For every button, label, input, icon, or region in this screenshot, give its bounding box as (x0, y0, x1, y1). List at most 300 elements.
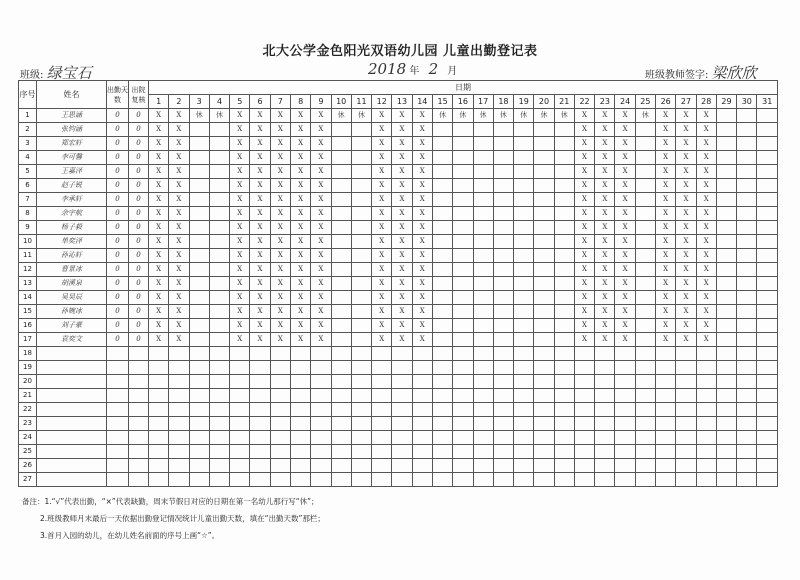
day-mark: X (290, 319, 310, 333)
day-mark (331, 305, 351, 319)
day-mark (757, 123, 778, 137)
day-mark (757, 235, 778, 249)
day-mark (676, 431, 696, 445)
day-mark: X (615, 319, 635, 333)
day-mark (209, 291, 229, 305)
day-mark (149, 389, 169, 403)
day-mark (189, 473, 209, 487)
row-seq: 10 (19, 235, 37, 249)
day-mark (331, 445, 351, 459)
day-mark (270, 361, 290, 375)
child-name (37, 473, 107, 487)
return-check: 0 (129, 333, 149, 347)
table-row (19, 235, 778, 249)
table-row (19, 221, 778, 235)
day-mark: X (311, 137, 331, 151)
day-mark: X (615, 193, 635, 207)
return-check: 0 (129, 319, 149, 333)
day-mark: X (250, 137, 270, 151)
return-check: 0 (129, 277, 149, 291)
day-mark: X (696, 109, 716, 123)
day-header: 9 (311, 95, 331, 109)
day-mark (574, 347, 594, 361)
child-name (37, 403, 107, 417)
table-row (19, 333, 778, 347)
day-mark (209, 319, 229, 333)
day-mark (534, 263, 554, 277)
day-mark (351, 291, 371, 305)
day-mark (149, 403, 169, 417)
day-header: 29 (716, 95, 736, 109)
day-mark (453, 431, 473, 445)
day-mark (331, 347, 351, 361)
day-mark (351, 221, 371, 235)
day-mark (493, 249, 513, 263)
day-mark (149, 431, 169, 445)
day-mark (757, 277, 778, 291)
attend-days (107, 347, 129, 361)
day-mark (615, 389, 635, 403)
day-mark: X (615, 333, 635, 347)
day-mark (493, 417, 513, 431)
day-mark: X (656, 165, 676, 179)
day-mark (270, 459, 290, 473)
day-mark (189, 361, 209, 375)
day-mark (757, 403, 778, 417)
day-mark (757, 263, 778, 277)
day-mark (209, 305, 229, 319)
day-mark (514, 375, 534, 389)
day-mark (351, 347, 371, 361)
day-mark (149, 375, 169, 389)
day-mark (595, 375, 615, 389)
day-mark: X (595, 277, 615, 291)
day-mark (453, 207, 473, 221)
day-mark (432, 319, 452, 333)
day-mark: X (656, 109, 676, 123)
day-mark (534, 207, 554, 221)
child-name: 胡溪泉 (37, 277, 107, 291)
day-mark (514, 235, 534, 249)
day-mark (331, 123, 351, 137)
day-mark (331, 473, 351, 487)
day-mark (432, 333, 452, 347)
day-mark (250, 459, 270, 473)
day-mark: X (676, 235, 696, 249)
day-mark (514, 305, 534, 319)
day-mark (189, 123, 209, 137)
day-mark (595, 431, 615, 445)
day-mark (331, 165, 351, 179)
day-mark (453, 361, 473, 375)
day-mark: X (230, 249, 250, 263)
day-mark (716, 165, 736, 179)
day-mark (453, 459, 473, 473)
day-header: 19 (514, 95, 534, 109)
day-mark (351, 459, 371, 473)
table-row (19, 137, 778, 151)
day-mark (230, 417, 250, 431)
day-mark (676, 403, 696, 417)
day-mark (737, 207, 757, 221)
day-mark: X (169, 109, 189, 123)
day-mark (209, 431, 229, 445)
day-mark (331, 137, 351, 151)
day-mark: X (290, 137, 310, 151)
day-mark (595, 417, 615, 431)
table-row (19, 277, 778, 291)
row-seq: 24 (19, 431, 37, 445)
return-check: 0 (129, 109, 149, 123)
day-mark (473, 333, 493, 347)
day-mark (351, 403, 371, 417)
day-mark (331, 291, 351, 305)
day-mark (676, 389, 696, 403)
day-mark: X (250, 123, 270, 137)
day-mark (757, 109, 778, 123)
day-mark (412, 417, 432, 431)
day-mark (514, 151, 534, 165)
page-title: 北大公学金色阳光双语幼儿园 儿童出勤登记表 (262, 44, 538, 59)
day-mark: X (412, 291, 432, 305)
day-mark (209, 375, 229, 389)
day-mark: X (656, 249, 676, 263)
day-mark (493, 179, 513, 193)
day-mark: X (676, 249, 696, 263)
day-mark: X (595, 151, 615, 165)
day-mark (473, 221, 493, 235)
return-check (129, 445, 149, 459)
day-mark (453, 333, 473, 347)
day-mark: X (412, 263, 432, 277)
day-mark (351, 431, 371, 445)
day-mark (635, 389, 655, 403)
day-mark (169, 431, 189, 445)
return-check (129, 375, 149, 389)
day-mark (737, 375, 757, 389)
day-mark: X (250, 221, 270, 235)
day-mark (493, 347, 513, 361)
day-mark (331, 389, 351, 403)
row-seq: 21 (19, 389, 37, 403)
table-row (19, 389, 778, 403)
day-mark: X (230, 179, 250, 193)
table-row (19, 403, 778, 417)
day-mark (635, 137, 655, 151)
day-mark (574, 473, 594, 487)
day-mark: X (290, 305, 310, 319)
day-mark: X (149, 207, 169, 221)
day-mark (493, 473, 513, 487)
day-mark (473, 165, 493, 179)
day-mark: X (392, 319, 412, 333)
day-mark (432, 207, 452, 221)
day-header: 4 (209, 95, 229, 109)
day-mark (169, 403, 189, 417)
row-seq: 19 (19, 361, 37, 375)
row-seq: 2 (19, 123, 37, 137)
day-mark (635, 165, 655, 179)
day-mark (716, 473, 736, 487)
day-mark (615, 347, 635, 361)
day-mark (574, 361, 594, 375)
day-mark (757, 431, 778, 445)
day-mark (696, 431, 716, 445)
day-mark (514, 417, 534, 431)
day-mark (493, 319, 513, 333)
day-mark (757, 445, 778, 459)
day-mark: X (270, 333, 290, 347)
return-check (129, 403, 149, 417)
day-mark: X (412, 151, 432, 165)
day-mark (432, 403, 452, 417)
day-mark: X (290, 277, 310, 291)
day-mark (189, 277, 209, 291)
day-mark: X (290, 263, 310, 277)
day-mark: X (372, 291, 392, 305)
day-mark: X (392, 179, 412, 193)
day-mark (189, 165, 209, 179)
day-mark (331, 459, 351, 473)
day-mark (209, 445, 229, 459)
attend-days: 0 (107, 123, 129, 137)
day-mark: X (250, 151, 270, 165)
day-mark (149, 459, 169, 473)
row-seq: 27 (19, 473, 37, 487)
day-mark: X (149, 319, 169, 333)
day-mark (534, 389, 554, 403)
day-mark (534, 445, 554, 459)
day-mark (757, 305, 778, 319)
day-mark: X (250, 263, 270, 277)
day-mark (169, 389, 189, 403)
table-row (19, 193, 778, 207)
day-mark (656, 375, 676, 389)
day-mark: X (311, 221, 331, 235)
year-value: 2018 (368, 60, 407, 78)
day-header: 28 (696, 95, 716, 109)
day-header: 20 (534, 95, 554, 109)
day-mark: X (290, 291, 310, 305)
day-mark (737, 235, 757, 249)
day-mark: X (595, 109, 615, 123)
day-mark (189, 319, 209, 333)
day-mark (453, 389, 473, 403)
day-mark: X (676, 193, 696, 207)
day-mark (230, 361, 250, 375)
day-mark: X (696, 179, 716, 193)
day-mark (189, 137, 209, 151)
day-mark (493, 193, 513, 207)
day-mark (432, 123, 452, 137)
day-header: 3 (189, 95, 209, 109)
day-mark (250, 389, 270, 403)
day-mark: X (574, 263, 594, 277)
day-mark: X (615, 123, 635, 137)
attend-days: 0 (107, 249, 129, 263)
day-mark (453, 417, 473, 431)
day-mark (209, 207, 229, 221)
row-seq: 1 (19, 109, 37, 123)
child-name: 刘子豪 (37, 319, 107, 333)
day-mark (290, 347, 310, 361)
day-mark: X (270, 263, 290, 277)
day-mark (737, 263, 757, 277)
attend-days: 0 (107, 263, 129, 277)
day-mark (737, 291, 757, 305)
attend-days (107, 445, 129, 459)
day-mark: X (595, 193, 615, 207)
day-mark: 休 (432, 109, 452, 123)
return-check: 0 (129, 263, 149, 277)
table-row (19, 375, 778, 389)
day-mark (311, 473, 331, 487)
day-mark: X (270, 151, 290, 165)
day-mark: X (574, 235, 594, 249)
day-mark (676, 361, 696, 375)
day-mark (554, 221, 574, 235)
day-mark: X (412, 165, 432, 179)
table-row (19, 123, 778, 137)
day-mark (209, 389, 229, 403)
day-mark: 休 (331, 109, 351, 123)
day-mark (392, 473, 412, 487)
day-mark: X (656, 319, 676, 333)
child-name: 王思涵 (37, 109, 107, 123)
day-mark (331, 235, 351, 249)
day-mark (737, 333, 757, 347)
day-mark (412, 389, 432, 403)
table-row (19, 249, 778, 263)
day-mark (676, 347, 696, 361)
day-mark: X (574, 333, 594, 347)
day-mark: X (311, 305, 331, 319)
day-mark (189, 305, 209, 319)
day-mark (737, 151, 757, 165)
day-mark (514, 459, 534, 473)
day-mark (473, 235, 493, 249)
day-mark (534, 431, 554, 445)
day-mark (716, 417, 736, 431)
day-mark: X (412, 179, 432, 193)
attend-days: 0 (107, 333, 129, 347)
day-mark (514, 207, 534, 221)
day-mark (514, 389, 534, 403)
day-mark (331, 361, 351, 375)
day-mark: X (270, 193, 290, 207)
day-mark (473, 361, 493, 375)
day-mark (595, 403, 615, 417)
day-mark (493, 151, 513, 165)
day-mark (372, 375, 392, 389)
day-mark (696, 375, 716, 389)
row-seq: 3 (19, 137, 37, 151)
return-check: 0 (129, 221, 149, 235)
day-header: 5 (230, 95, 250, 109)
header-attend: 出勤天数 (107, 81, 129, 109)
child-name: 李可馨 (37, 151, 107, 165)
day-mark (453, 347, 473, 361)
day-mark: X (311, 179, 331, 193)
day-mark (737, 305, 757, 319)
note-1: 备注：1.“√”代表出勤，“×”代表缺勤，周末节假日对应的日期在第一名幼儿那行写“休”； (22, 497, 319, 506)
day-mark (676, 375, 696, 389)
day-mark (635, 277, 655, 291)
day-mark (635, 375, 655, 389)
class-label: 班级: (20, 70, 44, 81)
day-mark: X (149, 249, 169, 263)
day-mark: X (149, 235, 169, 249)
day-mark (473, 151, 493, 165)
day-mark (716, 207, 736, 221)
day-mark: X (250, 235, 270, 249)
child-name: 赵子锐 (37, 179, 107, 193)
day-mark: X (595, 221, 615, 235)
day-mark (534, 137, 554, 151)
day-mark (351, 179, 371, 193)
attend-days: 0 (107, 165, 129, 179)
row-seq: 23 (19, 417, 37, 431)
day-mark (432, 249, 452, 263)
day-mark: X (595, 207, 615, 221)
day-mark: X (372, 235, 392, 249)
day-mark (554, 193, 574, 207)
day-mark: X (392, 235, 412, 249)
day-mark: X (230, 333, 250, 347)
day-mark: X (311, 123, 331, 137)
day-mark (209, 137, 229, 151)
day-mark (493, 235, 513, 249)
day-mark (534, 473, 554, 487)
day-mark (189, 445, 209, 459)
day-mark (351, 333, 371, 347)
day-mark (149, 361, 169, 375)
day-mark: X (149, 333, 169, 347)
day-mark (737, 459, 757, 473)
day-mark (757, 207, 778, 221)
day-mark (574, 417, 594, 431)
day-mark (432, 193, 452, 207)
table-row (19, 417, 778, 431)
day-mark (351, 235, 371, 249)
table-row (19, 305, 778, 319)
child-name (37, 459, 107, 473)
day-mark (716, 333, 736, 347)
day-mark (473, 123, 493, 137)
day-mark (331, 179, 351, 193)
day-mark (351, 193, 371, 207)
day-mark (169, 473, 189, 487)
day-mark: X (696, 193, 716, 207)
day-mark (250, 347, 270, 361)
day-mark: X (372, 123, 392, 137)
day-mark (716, 389, 736, 403)
day-mark (493, 207, 513, 221)
day-mark (149, 347, 169, 361)
day-mark (331, 193, 351, 207)
day-mark (372, 347, 392, 361)
day-mark (270, 403, 290, 417)
day-mark (676, 417, 696, 431)
day-mark (351, 151, 371, 165)
day-header: 25 (635, 95, 655, 109)
day-mark (473, 417, 493, 431)
day-mark (209, 151, 229, 165)
day-mark: X (149, 151, 169, 165)
day-mark: X (250, 165, 270, 179)
day-mark: X (149, 263, 169, 277)
day-mark: X (392, 221, 412, 235)
